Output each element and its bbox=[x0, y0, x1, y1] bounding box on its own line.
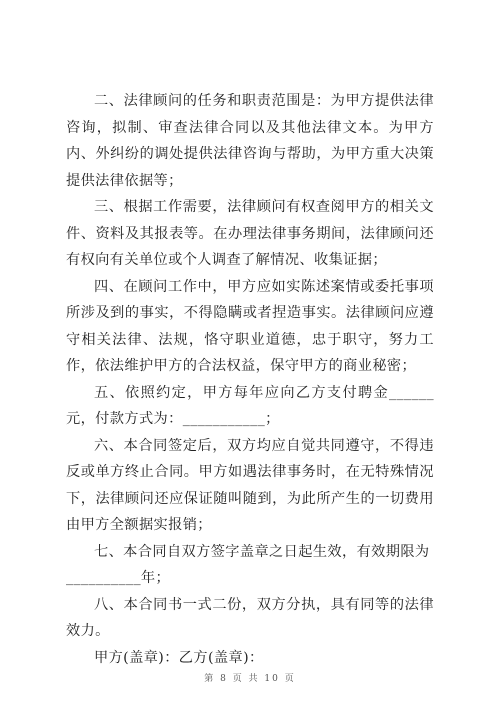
clause-5-paragraph: 五、依照约定，甲方每年应向乙方支付聘金______元，付款方式为：___________； bbox=[66, 384, 434, 427]
page-number-footer: 第 8 页 共 10 页 bbox=[204, 674, 296, 684]
clause-6-paragraph: 六、本合同签定后，双方均应自觉共同遵守，不得违反或单方终止合同。甲方如遇法律事务时，在无特殊情况下，法律顾问还应保证随叫随到，为此所产生的一切费用由甲方全额据实报销； bbox=[66, 437, 434, 533]
clause-7-paragraph: 七、本合同自双方签字盖章之日起生效，有效期限为 bbox=[94, 543, 430, 560]
clause-7-term-blank: __________年； bbox=[66, 570, 171, 586]
clause-8-paragraph: 八、本合同书一式二份，双方分执，具有同等的法律效力。 bbox=[66, 596, 434, 639]
clause-4-paragraph: 四、在顾问工作中，甲方应如实陈述案情或委托事项所涉及到的事实，不得隐瞒或者捏造事实。法律顾问应遵守相关法律、法规，恪守职业道德，忠于职守，努力工作，依法维护甲方的合法权益，保守甲方的商业秘密； bbox=[66, 278, 434, 374]
clause-3-paragraph: 三、根据工作需要，法律顾问有权查阅甲方的相关文件、资料及其报表等。在办理法律事务期间，法律顾问还有权向有关单位或个人调查了解情况、收集证据； bbox=[66, 199, 434, 268]
signature-line: 甲方(盖章)：乙方(盖章)： bbox=[94, 649, 264, 666]
clause-2-paragraph: 二、法律顾问的任务和职责范围是：为甲方提供法律咨询，拟制、审查法律合同以及其他法律文本。为甲方内、外纠纷的调处提供法律咨询与帮助，为甲方重大决策提供法律依据等； bbox=[66, 93, 434, 189]
document-body bbox=[66, 88, 434, 671]
